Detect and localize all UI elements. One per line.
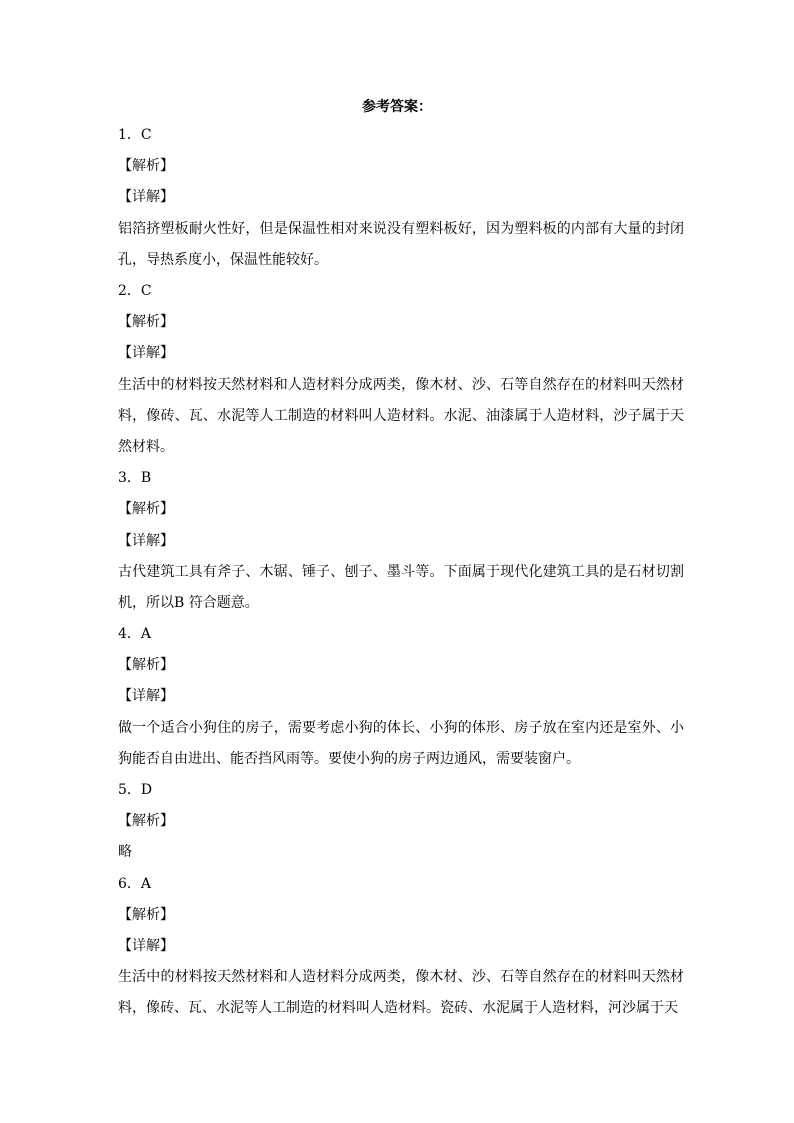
analysis-label: 【解析】 bbox=[118, 813, 174, 830]
detail-label: 【详解】 bbox=[118, 345, 174, 362]
answer-number: 2．C bbox=[118, 282, 152, 299]
analysis-label: 【解析】 bbox=[118, 906, 174, 923]
note-text: 略 bbox=[118, 844, 132, 861]
detail-text: 生活中的材料按天然材料和人造材料分成两类，像木材、沙、石等自然存在的材料叫天然材料，像砖、瓦、水泥等人工制造的材料叫人造材料。瓷砖、水泥属于人造材料，河沙属于天 bbox=[118, 969, 684, 1017]
analysis-label: 【解析】 bbox=[118, 314, 174, 331]
analysis-label: 【解析】 bbox=[118, 158, 174, 175]
answer-list bbox=[118, 120, 684, 1025]
answer-number: 3．B bbox=[118, 470, 152, 487]
answer-number: 5．D bbox=[118, 782, 153, 799]
answer-number: 1．C bbox=[118, 127, 152, 143]
answer-number: 4．A bbox=[118, 626, 152, 643]
detail-text: 铝箔挤塑板耐火性好，但是保温性相对来说没有塑料板好，因为塑料板的内部有大量的封闭孔，导热系度小，保温性能较好。 bbox=[118, 220, 684, 268]
analysis-label: 【解析】 bbox=[118, 657, 174, 674]
answer-key-title: 参考答案： bbox=[362, 99, 432, 115]
detail-label: 【详解】 bbox=[118, 688, 174, 705]
analysis-label: 【解析】 bbox=[118, 501, 174, 518]
detail-text: 生活中的材料按天然材料和人造材料分成两类，像木材、沙、石等自然存在的材料叫天然材料，像砖、瓦、水泥等人工制造的材料叫人造材料。水泥、油漆属于人造材料，沙子属于天然材料。 bbox=[118, 376, 684, 455]
detail-label: 【详解】 bbox=[118, 938, 174, 955]
answer-number: 6．A bbox=[118, 875, 152, 892]
detail-text: 做一个适合小狗住的房子，需要考虑小狗的体长、小狗的体形、房子放在室内还是室外、小狗能否自由进出、能否挡风雨等。要使小狗的房子两边通风，需要装窗户。 bbox=[118, 719, 684, 767]
detail-label: 【详解】 bbox=[118, 189, 174, 206]
detail-label: 【详解】 bbox=[118, 532, 174, 549]
detail-text: 古代建筑工具有斧子、木锯、锤子、刨子、墨斗等。下面属于现代化建筑工具的是石材切割机，所以B 符合题意。 bbox=[118, 563, 684, 611]
